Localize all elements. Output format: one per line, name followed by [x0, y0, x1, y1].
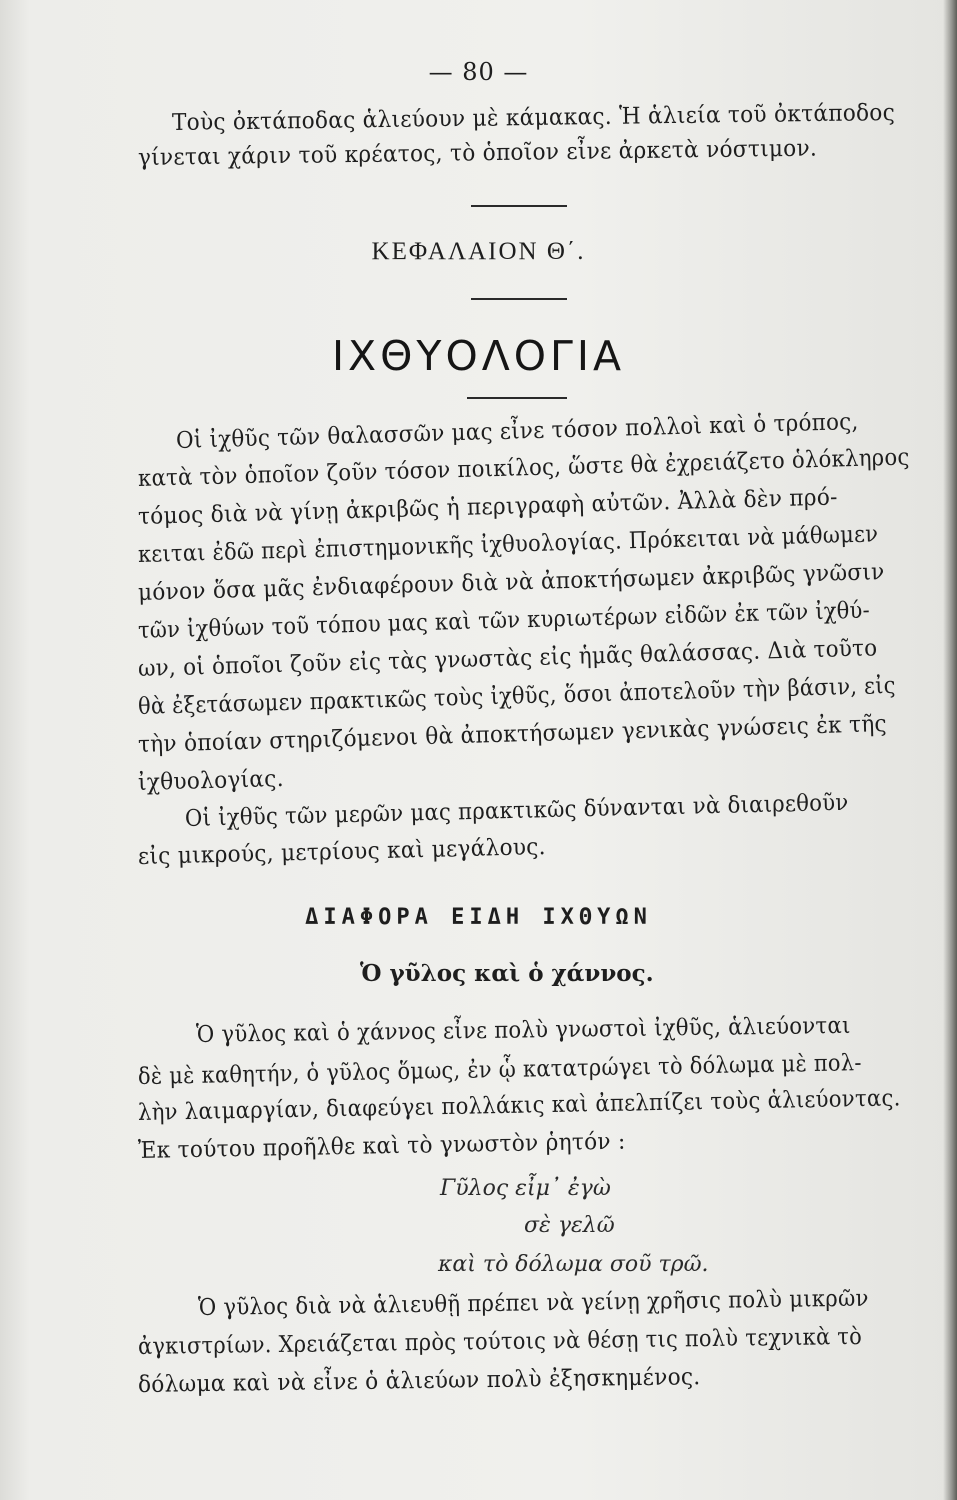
page-number: — 80 —	[428, 58, 529, 86]
paragraph-line: εἰς μικρούς, μετρίους καὶ μεγάλους.	[137, 834, 547, 870]
section-heading: ΔΙΑΦΟΡΑ ΕΙΔΗ ΙΧΘΥΩΝ	[305, 905, 652, 930]
intro-line: γίνεται χάριν τοῦ κρέατος, τὸ ὁποῖον εἶνε ἀρκετὰ νόστιμον.	[137, 135, 818, 171]
divider-rule	[471, 298, 567, 300]
paragraph-line: Οἱ ἰχθῦς τῶν μερῶν μας πρακτικῶς δύνανται νὰ διαιρεθοῦν	[184, 789, 849, 832]
page-edge-shadow	[943, 0, 957, 1500]
verse-line: Γῦλος εἶμ᾽ ἐγὼ	[440, 1176, 611, 1201]
paragraph-line: ἰχθυολογίας.	[137, 765, 285, 796]
paragraph-line: ων, οἱ ὁποῖοι ζοῦν εἰς τὰς γνωστὰς εἰς ἡμᾶς θαλάσσας. Διὰ τοῦτο	[137, 635, 878, 682]
paragraph-line: Ὁ γῦλος καὶ ὁ χάννος εἶνε πολὺ γνωστοὶ ἰχθῦς, ἁλιεύονται	[195, 1012, 851, 1048]
paragraph-line: λὴν λαιμαργίαν, διαφεύγει πολλάκις καὶ ἀπελπίζει τοὺς ἁλιεύοντας.	[137, 1085, 901, 1126]
chapter-heading: ΚΕΦΑΛΑΙΟΝ Θ΄.	[371, 238, 586, 265]
paragraph-line: κειται ἐδῶ περὶ ἐπιστημονικῆς ἰχθυολογίας. Πρόκειται νὰ μάθωμεν	[137, 521, 879, 568]
paragraph-line: Οἱ ἰχθῦς τῶν θαλασσῶν μας εἶνε τόσον πολλοὶ καὶ ὁ τρόπος,	[175, 408, 859, 454]
paragraph-line: ἀγκιστρίων. Χρειάζεται πρὸς τούτοις νὰ θέσῃ τις πολὺ τεχνικὰ τὸ	[137, 1323, 863, 1360]
paragraph-line: τὴν ὁποίαν στηριζόμενοι θὰ ἀποκτήσωμεν γενικὰς γνώσεις ἐκ τῆς	[137, 711, 888, 758]
page-title: ΙΧΘΥΟΛΟΓΙΑ	[331, 332, 626, 380]
intro-line: Τοὺς ὀκτάποδας ἁλιεύουν μὲ κάμακας. Ἡ ἁλιεία τοῦ ὀκτάποδος	[171, 99, 896, 136]
paragraph-line: θὰ ἐξετάσωμεν πρακτικῶς τοὺς ἰχθῦς, ὅσοι ἀποτελοῦν τὴν βάσιν, εἰς	[137, 672, 897, 720]
divider-rule	[471, 205, 567, 207]
subsection-heading: Ὁ γῦλος καὶ ὁ χάννος.	[360, 960, 654, 987]
verse-line: σὲ γελῶ	[524, 1213, 615, 1238]
paragraph-line: κατὰ τὸν ὁποῖον ζοῦν τόσον ποικίλος, ὥστε θὰ ἐχρειάζετο ὁλόκληρος	[137, 444, 910, 492]
verse-line: καὶ τὸ δόλωμα σοῦ τρῶ.	[438, 1252, 709, 1277]
paragraph-line: δόλωμα καὶ νὰ εἶνε ὁ ἁλιεύων πολὺ ἐξησκημένος.	[137, 1364, 701, 1398]
paragraph-line: δὲ μὲ καθητήν, ὁ γῦλος ὅμως, ἐν ᾧ κατατρώγει τὸ δόλωμα μὲ πολ-	[137, 1050, 862, 1090]
divider-rule	[467, 397, 567, 399]
paragraph-line: τόμος διὰ νὰ γίνῃ ἀκριβῶς ἡ περιγραφὴ αὐτῶν. Ἀλλὰ δὲν πρό-	[137, 484, 839, 530]
paragraph-line: Ἐκ τούτου προῆλθε καὶ τὸ γνωστὸν ῥητόν :	[137, 1128, 626, 1164]
paragraph-line: μόνον ὅσα μᾶς ἐνδιαφέρουν διὰ νὰ ἀποκτήσωμεν ἀκριβῶς γνῶσιν	[137, 559, 885, 606]
paragraph-line: τῶν ἰχθύων τοῦ τόπου μας καὶ τῶν κυριωτέρων εἰδῶν ἐκ τῶν ἰχθύ-	[137, 597, 871, 644]
paragraph-line: Ὁ γῦλος διὰ νὰ ἁλιευθῇ πρέπει νὰ γείνῃ χρῆσις πολὺ μικρῶν	[197, 1285, 869, 1321]
